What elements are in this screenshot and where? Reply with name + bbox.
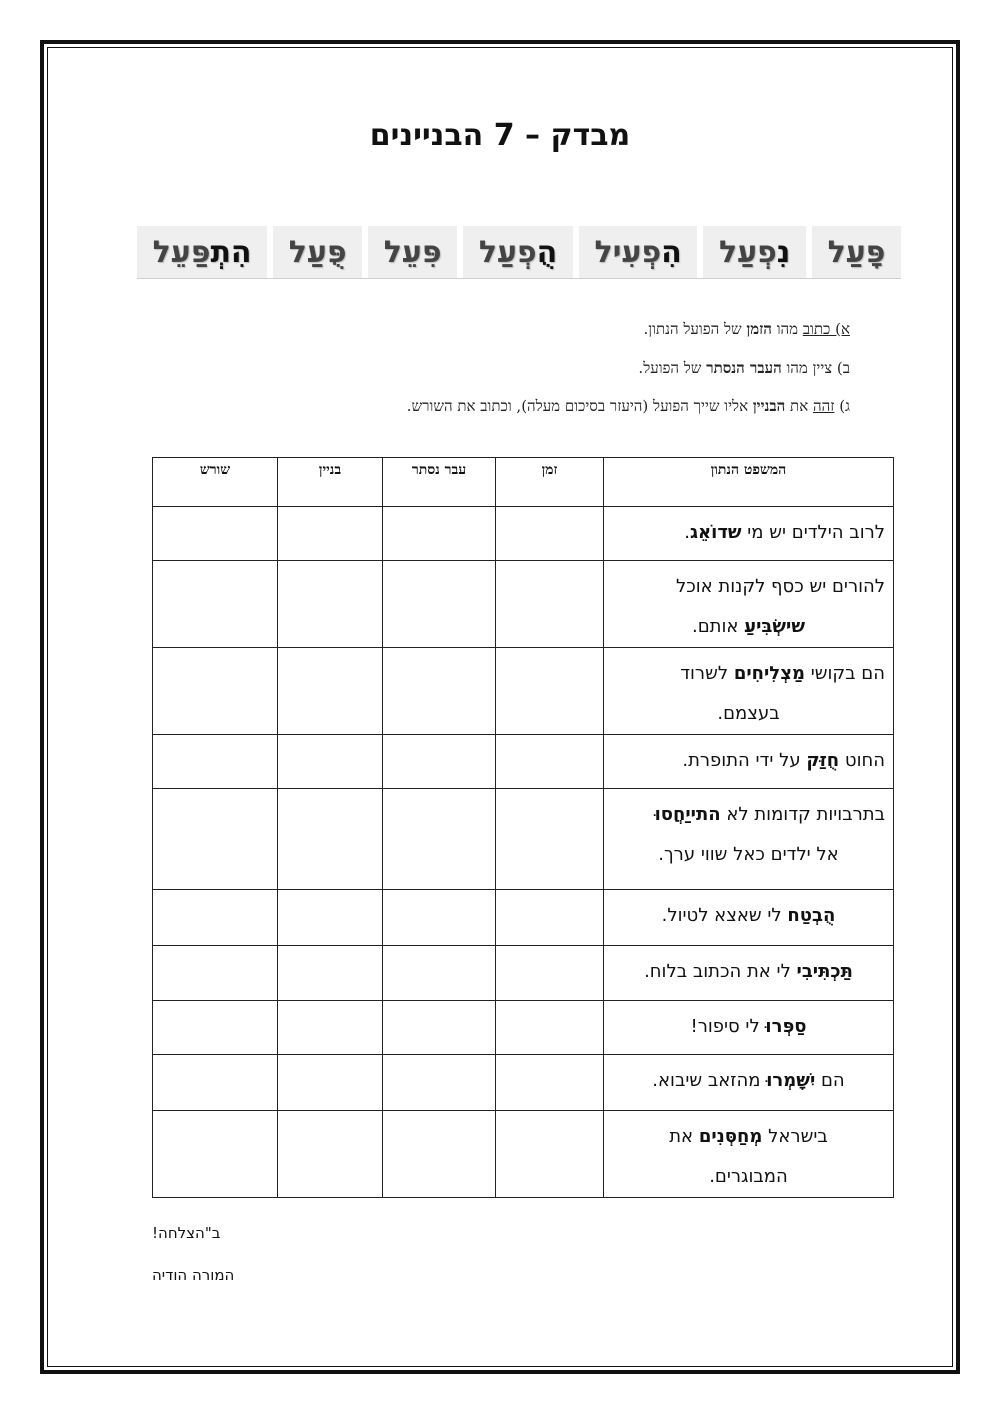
sentence-line2: המבוגרים.	[709, 1166, 788, 1187]
sentence-text: לי סיפור!	[690, 1016, 766, 1037]
binyan-rest: פַּעֵל	[152, 234, 211, 270]
answer-binyan[interactable]	[278, 789, 383, 890]
answer-tense[interactable]	[496, 1001, 604, 1055]
binyan-prefix: הִ	[661, 234, 682, 270]
binyanim-summary	[137, 226, 901, 279]
table-header-row	[153, 458, 894, 507]
sentence-text: החוט	[839, 750, 885, 771]
sentence-verb: יִשָּׁמְרוּ	[766, 1070, 816, 1091]
instruction-text: של הפועל.	[638, 358, 707, 377]
sentence-cell	[604, 648, 894, 735]
answer-past-3rd[interactable]	[383, 1001, 496, 1055]
binyan-hifil	[579, 226, 697, 278]
sentence-text: להורים יש כסף לקנות אוכל	[675, 576, 885, 597]
answer-root[interactable]	[153, 946, 278, 1001]
sentence-cell	[604, 1001, 894, 1055]
sentence-verb: התייַחֲסוּ	[654, 804, 721, 825]
header-binyan: בניין	[278, 458, 383, 507]
instruction-a-label: א) כתוב	[802, 320, 850, 338]
sentence-text: לרוב הילדים יש מי	[741, 522, 885, 543]
answer-root[interactable]	[153, 648, 278, 735]
binyan-prefix: הִתְ	[210, 234, 252, 270]
table-row	[153, 1055, 894, 1111]
instruction-bold: הזמן	[746, 320, 772, 338]
sentence-verb: סַפְּרוּ	[765, 1016, 807, 1037]
sentence-text: .	[684, 522, 690, 543]
answer-past-3rd[interactable]	[383, 735, 496, 789]
answer-root[interactable]	[153, 1055, 278, 1111]
sentence-verb: תַּכְתִּיבִי	[796, 961, 853, 982]
instruction-bold: הבניין	[752, 397, 786, 415]
table-row	[153, 789, 894, 890]
answer-tense[interactable]	[496, 946, 604, 1001]
instruction-b	[150, 359, 850, 379]
binyan-rest: פָּעַל	[827, 234, 886, 270]
answer-root[interactable]	[153, 507, 278, 561]
answer-past-3rd[interactable]	[383, 1055, 496, 1111]
answer-past-3rd[interactable]	[383, 789, 496, 890]
header-root: שורש	[153, 458, 278, 507]
instruction-bold: העבר הנסתר	[706, 358, 782, 377]
instructions	[150, 320, 850, 436]
binyan-pual	[273, 226, 362, 278]
sentence-cell	[604, 946, 894, 1001]
table-row	[153, 507, 894, 561]
sentence-text: לשרוד	[680, 663, 734, 684]
header-sentence: המשפט הנתון	[604, 458, 894, 507]
table-row	[153, 1111, 894, 1198]
footer-teacher: המורה הודיה	[152, 1266, 235, 1284]
sentence-text: הם	[815, 1070, 845, 1091]
sentence-cell	[604, 789, 894, 890]
sentence-text: בישראל	[762, 1126, 828, 1147]
answer-root[interactable]	[153, 735, 278, 789]
instruction-c-label: ג)	[834, 397, 850, 415]
sentence-text: על ידי התופרת.	[682, 750, 807, 771]
sentence-cell	[604, 561, 894, 648]
answer-binyan[interactable]	[278, 648, 383, 735]
binyan-prefix: הֻ	[536, 234, 558, 270]
answer-binyan[interactable]	[278, 1111, 383, 1198]
instruction-a	[150, 320, 850, 340]
binyan-rest: פְעִיל	[594, 234, 662, 270]
table-row	[153, 648, 894, 735]
answer-binyan[interactable]	[278, 1001, 383, 1055]
page-title: מבדק – 7 הבניינים	[369, 118, 631, 153]
binyan-hitpael	[137, 226, 267, 278]
binyan-nifal	[703, 226, 806, 278]
answer-tense[interactable]	[496, 890, 604, 946]
answer-past-3rd[interactable]	[383, 890, 496, 946]
answer-past-3rd[interactable]	[383, 1111, 496, 1198]
binyan-rest: פִּעֵל	[383, 234, 442, 270]
answer-binyan[interactable]	[278, 1055, 383, 1111]
instruction-c	[150, 397, 850, 417]
answer-tense[interactable]	[496, 789, 604, 890]
table-row	[153, 946, 894, 1001]
sentence-verb: שישְׂבִּיעַ	[744, 616, 805, 637]
answer-tense[interactable]	[496, 648, 604, 735]
answer-binyan[interactable]	[278, 507, 383, 561]
sentence-verb: מַצְלִיחִים	[733, 663, 805, 684]
footer-good-luck: ב"הצלחה!	[152, 1224, 221, 1242]
sentence-cell	[604, 735, 894, 789]
answer-binyan[interactable]	[278, 890, 383, 946]
table-row	[153, 561, 894, 648]
sentence-verb: הֻבְטַח	[787, 905, 836, 926]
sentence-text: לי את הכתוב בלוח.	[644, 961, 797, 982]
answer-binyan[interactable]	[278, 946, 383, 1001]
header-tense: זמן	[496, 458, 604, 507]
sentence-line2	[612, 607, 885, 647]
table-row	[153, 735, 894, 789]
instruction-text: של הפועל הנתון.	[643, 320, 747, 338]
answer-root[interactable]	[153, 789, 278, 890]
binyan-rest: פֻּעַל	[288, 234, 347, 270]
sentence-cell	[604, 1111, 894, 1198]
sentence-text: אותם.	[692, 616, 745, 637]
answer-past-3rd[interactable]	[383, 946, 496, 1001]
answer-tense[interactable]	[496, 1055, 604, 1111]
sentence-line2: בעצמם.	[717, 703, 780, 724]
answer-tense[interactable]	[496, 735, 604, 789]
sentence-text: הם בקושי	[804, 663, 885, 684]
sentence-text: את	[669, 1126, 699, 1147]
table-row	[153, 890, 894, 946]
answer-past-3rd[interactable]	[383, 507, 496, 561]
answer-root[interactable]	[153, 1001, 278, 1055]
binyan-rest: פְעַל	[478, 234, 537, 270]
binyan-hufal	[463, 226, 573, 278]
sentence-text: בתרבויות קדומות לא	[720, 804, 885, 825]
answer-past-3rd[interactable]	[383, 561, 496, 648]
table-row	[153, 1001, 894, 1055]
answer-past-3rd[interactable]	[383, 648, 496, 735]
sentence-cell	[604, 1055, 894, 1111]
instruction-underlined: זהה	[812, 397, 835, 415]
header-past-3rd: עבר נסתר	[383, 458, 496, 507]
sentence-verb: שדוֹאֵג	[690, 522, 742, 543]
instruction-b-label: ב) ציין מהו	[781, 358, 850, 377]
instruction-text: את	[785, 397, 813, 415]
exercise-table	[152, 457, 894, 1198]
binyan-piel	[368, 226, 457, 278]
sentence-verb: מְחַסְּנִים	[698, 1126, 763, 1147]
binyan-rest: פְעַל	[718, 234, 777, 270]
sentence-cell	[604, 507, 894, 561]
answer-root[interactable]	[153, 890, 278, 946]
sentence-line2: אל ילדים כאל שווי ערך.	[658, 844, 839, 865]
answer-tense[interactable]	[496, 561, 604, 648]
footer	[152, 1212, 234, 1296]
answer-tense[interactable]	[496, 507, 604, 561]
binyan-paal	[812, 226, 901, 278]
sentence-cell	[604, 890, 894, 946]
answer-root[interactable]	[153, 1111, 278, 1198]
answer-binyan[interactable]	[278, 561, 383, 648]
answer-binyan[interactable]	[278, 735, 383, 789]
sentence-text: מהזאב שיבוא.	[652, 1070, 767, 1091]
answer-tense[interactable]	[496, 1111, 604, 1198]
instruction-text: אליו שייך הפועל (היעזר בסיכום מעלה), וכתוב את השורש.	[406, 397, 753, 415]
sentence-verb: חֻזַּק	[806, 750, 840, 771]
sentence-text: לי שאצא לטיול.	[661, 905, 788, 926]
instruction-text: מהו	[771, 320, 803, 338]
binyan-prefix: נִ	[776, 234, 791, 270]
answer-root[interactable]	[153, 561, 278, 648]
